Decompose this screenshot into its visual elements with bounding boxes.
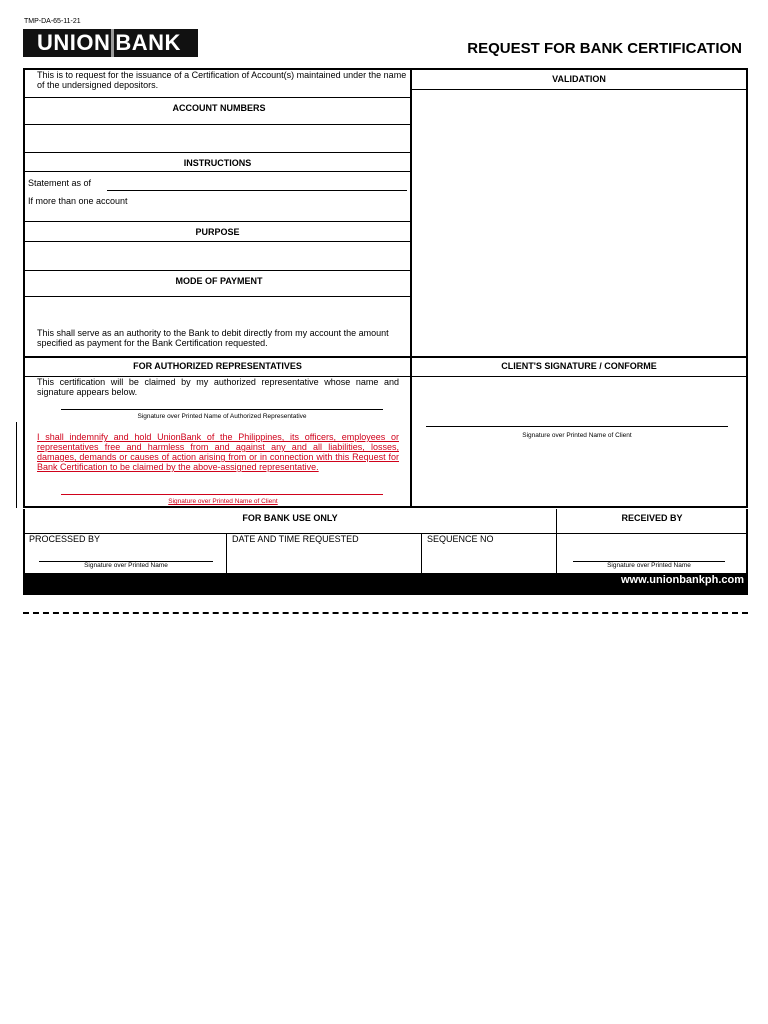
validation-header: VALIDATION [552,74,606,84]
instructions-header: INSTRUCTIONS [183,158,252,168]
processed-by-label: PROCESSED BY [29,534,101,544]
logo-text-right: BANK [115,30,181,55]
row-line [412,89,746,90]
cut-line [23,612,748,614]
authorized-rep-signature-line[interactable] [61,409,383,410]
row-line [25,221,410,222]
sequence-label: SEQUENCE NO [427,534,494,544]
authorized-reps-text: This certification will be claimed by my authorized representative whose name and signature appears below. [37,377,399,397]
row-line [25,171,410,172]
row-line [25,152,410,153]
received-by-header: RECEIVED BY [621,513,683,523]
column-divider [556,509,557,573]
column-divider [421,533,422,573]
row-line [25,124,410,125]
form-code: TMP-DA-65-11-21 [24,18,81,25]
row-line [25,241,410,242]
bank-use-header: FOR BANK USE ONLY [242,513,338,523]
statement-as-of-label: Statement as of [28,178,92,188]
authorized-rep-signature-label: Signature over Printed Name of Authorized Representative [137,413,307,420]
client-signature-label: Signature over Printed Name of Client [522,432,632,439]
client-signature-label-red: Signature over Printed Name of Client [168,498,278,505]
section-line [25,356,746,358]
margin-mark [16,422,17,508]
row-line [25,97,410,98]
processed-by-signature-label: Signature over Printed Name [84,562,168,569]
client-signature-line-red[interactable] [61,494,383,495]
authorized-reps-header: FOR AUTHORIZED REPRESENTATIVES [133,361,302,371]
column-divider [226,533,227,573]
statement-as-of-field[interactable] [107,190,407,191]
website-link[interactable]: www.unionbankph.com [620,574,744,586]
indemnity-text: I shall indemnify and hold UnionBank of the Philippines, its officers, employees or representatives free and harmless from and against any and all liabilities, losses, damages, demands or causes of action arising from or in connection with this Request for Bank Certification to be claimed by the above-assigned representative. [37,432,399,472]
received-by-signature-label: Signature over Printed Name [607,562,691,569]
purpose-header: PURPOSE [195,227,240,237]
account-numbers-header: ACCOUNT NUMBERS [172,103,266,113]
column-divider [410,70,412,506]
more-than-one-label: If more than one account [28,196,128,206]
date-time-label: DATE AND TIME REQUESTED [232,534,359,544]
logo-text-left: UNION [37,30,111,55]
intro-text: This is to request for the issuance of a Certification of Account(s) maintained under the name of the undersigned depositors. [37,70,407,90]
form-frame [23,68,748,508]
client-signature-line[interactable] [426,426,728,427]
unionbank-logo [23,29,198,57]
form-title: REQUEST FOR BANK CERTIFICATION [467,40,742,57]
mode-of-payment-header: MODE OF PAYMENT [175,276,263,286]
logo-divider [111,29,114,57]
authority-text: This shall serve as an authority to the Bank to debit directly from my account the amount specified as payment for the Bank Certification requested. [37,328,389,348]
row-line [25,270,410,271]
client-signature-header: CLIENT'S SIGNATURE / CONFORME [501,361,657,371]
row-line [25,296,410,297]
row-line [25,533,746,534]
